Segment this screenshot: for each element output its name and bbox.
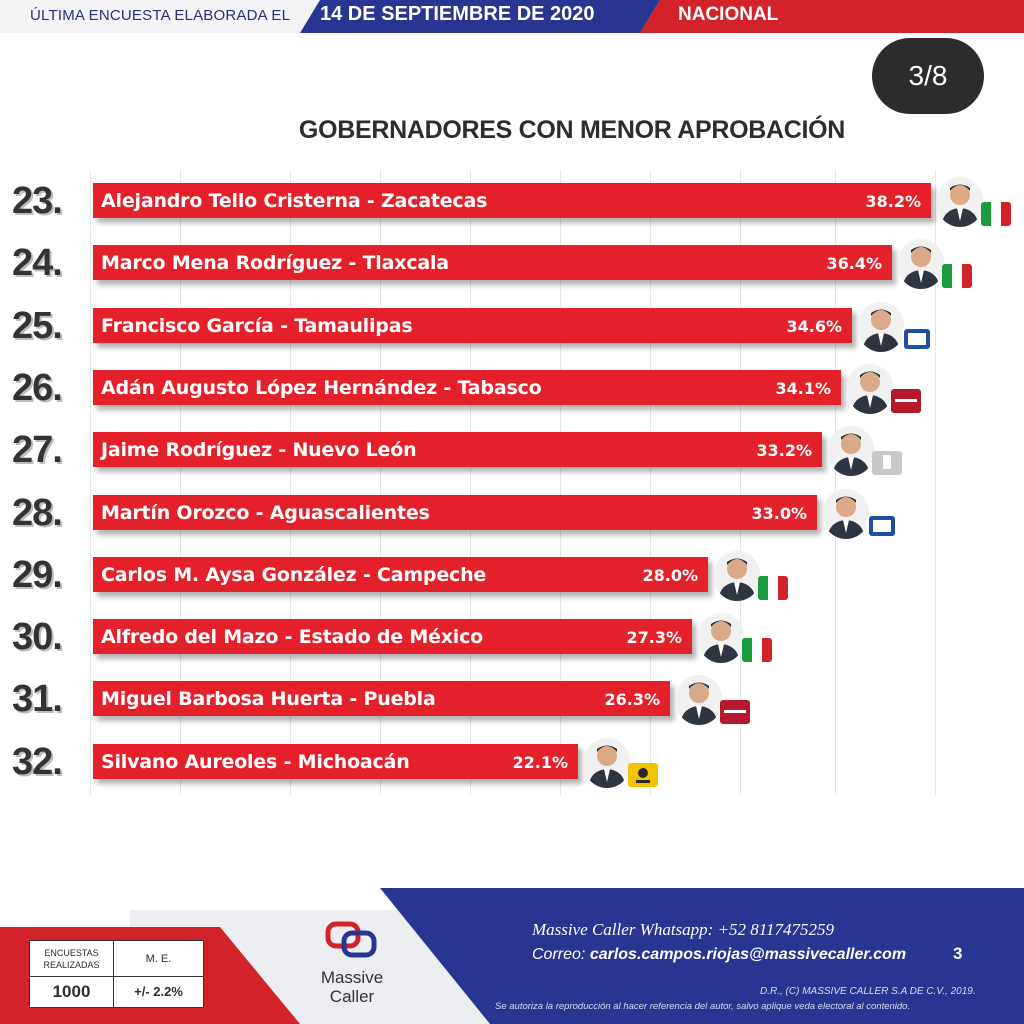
party-logo-icon bbox=[872, 451, 902, 475]
governor-name: Carlos M. Aysa González - Campeche bbox=[101, 563, 487, 586]
email-address: carlos.campos.riojas@massivecaller.com bbox=[589, 946, 907, 963]
governor-name: Marco Mena Rodríguez - Tlaxcala bbox=[101, 252, 449, 275]
approval-value-label: 36.4% bbox=[826, 254, 882, 274]
rank-number: 32. bbox=[12, 740, 62, 783]
ranking-row bbox=[0, 668, 1024, 730]
approval-bar bbox=[93, 245, 892, 280]
governor-name: Jaime Rodríguez - Nuevo León bbox=[101, 439, 417, 462]
party-logo-icon bbox=[981, 202, 1011, 226]
rank-number: 31. bbox=[12, 678, 62, 721]
approval-bar bbox=[93, 308, 852, 343]
approval-value-label: 33.2% bbox=[756, 441, 812, 461]
email-line bbox=[532, 946, 906, 964]
rank-number: 27. bbox=[12, 429, 62, 472]
surveys-value: 1000 bbox=[30, 977, 114, 1007]
rank-number: 26. bbox=[12, 366, 62, 409]
party-logo-icon bbox=[891, 389, 921, 413]
governor-name: Silvano Aureoles - Michoacán bbox=[101, 750, 410, 773]
party-logo-icon bbox=[720, 700, 750, 724]
approval-value-label: 22.1% bbox=[512, 752, 568, 772]
rank-number: 25. bbox=[12, 304, 62, 347]
approval-value-label: 27.3% bbox=[626, 628, 682, 648]
party-logo-icon bbox=[742, 638, 772, 662]
governor-name: Alfredo del Mazo - Estado de México bbox=[101, 626, 484, 649]
ranking-row bbox=[0, 232, 1024, 294]
governor-photo-icon bbox=[823, 489, 869, 539]
ranking-row bbox=[0, 419, 1024, 481]
header-banner bbox=[0, 0, 1024, 33]
survey-date-label: ÚLTIMA ENCUESTA ELABORADA EL bbox=[30, 7, 291, 24]
approval-bar bbox=[93, 681, 670, 716]
massive-caller-logo-icon bbox=[322, 920, 382, 960]
party-logo-icon bbox=[942, 264, 972, 288]
rank-number: 30. bbox=[12, 616, 62, 659]
governor-photo-icon bbox=[937, 177, 983, 227]
governor-photo-icon bbox=[898, 239, 944, 289]
governor-name: Francisco García - Tamaulipas bbox=[101, 314, 413, 337]
approval-bar bbox=[93, 432, 822, 467]
approval-value-label: 38.2% bbox=[865, 192, 921, 211]
approval-value-label: 33.0% bbox=[751, 503, 807, 523]
chart-title: GOBERNADORES CON MENOR APROBACIÓN bbox=[298, 116, 846, 144]
governor-photo-icon bbox=[584, 738, 630, 788]
party-logo-icon bbox=[902, 327, 932, 351]
party-logo-icon bbox=[628, 763, 658, 787]
party-logo-icon bbox=[867, 514, 897, 538]
approval-bar bbox=[93, 370, 841, 405]
party-logo-icon bbox=[758, 576, 788, 600]
whatsapp-line bbox=[532, 920, 834, 940]
survey-date: 14 DE SEPTIEMBRE DE 2020 bbox=[320, 3, 595, 25]
rank-number: 29. bbox=[12, 553, 62, 596]
approval-bar-chart bbox=[0, 170, 1024, 800]
approval-bar bbox=[93, 619, 692, 654]
approval-bar bbox=[93, 557, 708, 592]
ranking-row bbox=[0, 295, 1024, 357]
approval-bar bbox=[93, 744, 578, 779]
governor-photo-icon bbox=[676, 675, 722, 725]
rank-number: 24. bbox=[12, 242, 62, 285]
governor-name: Adán Augusto López Hernández - Tabasco bbox=[101, 376, 542, 399]
approval-value-label: 28.0% bbox=[642, 565, 698, 585]
ranking-row bbox=[0, 606, 1024, 668]
governor-photo-icon bbox=[828, 426, 874, 476]
email-label: Correo: bbox=[532, 946, 586, 963]
approval-value-label: 26.3% bbox=[604, 690, 660, 710]
ranking-row bbox=[0, 170, 1024, 232]
approval-bar bbox=[93, 183, 931, 218]
survey-scope: NACIONAL bbox=[678, 4, 779, 25]
approval-value-label: 34.6% bbox=[786, 316, 842, 336]
rank-number: 23. bbox=[12, 180, 62, 222]
ranking-row bbox=[0, 482, 1024, 544]
approval-value-label: 34.1% bbox=[775, 378, 831, 398]
governor-name: Martín Orozco - Aguascalientes bbox=[101, 501, 430, 524]
governor-name: Alejandro Tello Cristerna - Zacatecas bbox=[101, 190, 488, 212]
ranking-row bbox=[0, 731, 1024, 793]
governor-photo-icon bbox=[714, 551, 760, 601]
survey-stats-table bbox=[29, 940, 204, 1008]
footer bbox=[0, 880, 1024, 1024]
copyright-text: D.R., (C) MASSIVE CALLER S.A DE C.V., 2019. bbox=[760, 986, 976, 997]
brand-name: Massive Caller bbox=[320, 968, 384, 1006]
governor-photo-icon bbox=[847, 364, 893, 414]
governor-name: Miguel Barbosa Huerta - Puebla bbox=[101, 688, 436, 711]
ranking-row bbox=[0, 544, 1024, 606]
page-number: 3 bbox=[953, 944, 963, 963]
approval-bar bbox=[93, 495, 817, 530]
margin-error-value: +/- 2.2% bbox=[134, 984, 183, 999]
pagination-badge: 3/8 bbox=[872, 38, 984, 114]
reproduction-notice: Se autoriza la reproducción al hacer referencia del autor, salvo aplique veda electoral al contenido. bbox=[495, 1001, 911, 1012]
whatsapp-number: +52 8117475259 bbox=[717, 920, 835, 939]
governor-photo-icon bbox=[858, 302, 904, 352]
rank-number: 28. bbox=[12, 491, 62, 534]
ranking-row bbox=[0, 357, 1024, 419]
whatsapp-label: Massive Caller Whatsapp: bbox=[532, 920, 714, 939]
governor-photo-icon bbox=[698, 613, 744, 663]
surveys-label: ENCUESTAS REALIZADAS bbox=[30, 941, 114, 977]
margin-error-label: M. E. bbox=[114, 941, 203, 977]
